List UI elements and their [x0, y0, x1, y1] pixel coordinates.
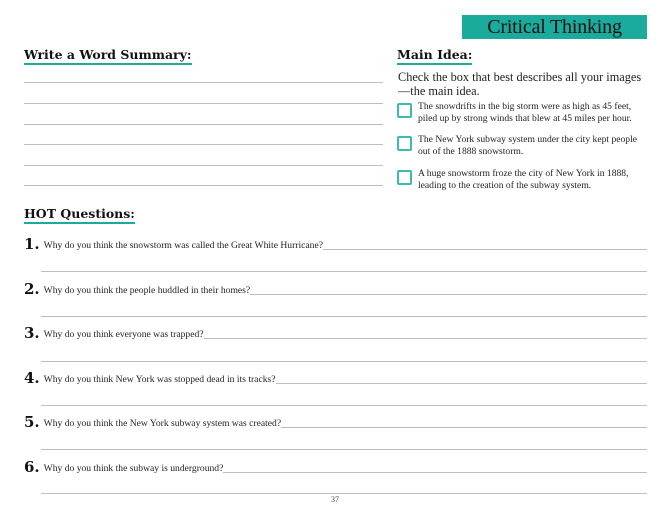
question-1-text: Why do you think the snowstorm was called the Great White Hurricane?	[43, 240, 323, 251]
option-1-text: The snowdrifts in the big storm were as high as 45 feet, piled up by strong winds that blew at 45 miles per hour.	[418, 101, 632, 124]
main-idea-instructions: Check the box that best describes all your images—the main idea.	[398, 70, 642, 98]
hot-questions-heading: HOT Questions:	[24, 207, 135, 224]
question-1-answer-line-2[interactable]	[41, 271, 647, 272]
question-4-answer-line-2[interactable]	[41, 405, 647, 406]
question-6-number: 6.	[24, 458, 40, 476]
question-2-answer-line[interactable]	[250, 294, 647, 295]
main-idea-option-3[interactable]	[397, 168, 647, 191]
summary-writing-line-4[interactable]	[24, 144, 383, 145]
main-idea-option-2[interactable]	[397, 134, 647, 157]
question-5-answer-line-2[interactable]	[41, 449, 647, 450]
summary-writing-line-3[interactable]	[24, 124, 383, 125]
main-idea-heading: Main Idea:	[397, 48, 472, 65]
main-idea-option-1[interactable]	[397, 101, 647, 124]
summary-writing-line-2[interactable]	[24, 103, 383, 104]
summary-writing-line-6[interactable]	[24, 185, 383, 186]
checkbox-option-2[interactable]	[397, 136, 412, 151]
question-5-number: 5.	[24, 413, 40, 431]
question-6-answer-line-2[interactable]	[41, 493, 647, 494]
question-2-number: 2.	[24, 280, 40, 298]
summary-writing-line-1[interactable]	[24, 82, 383, 83]
question-4-answer-line[interactable]	[276, 383, 648, 384]
question-5-answer-line[interactable]	[281, 427, 647, 428]
checkbox-option-3[interactable]	[397, 170, 412, 185]
question-3-number: 3.	[24, 324, 40, 342]
page-title: Critical Thinking	[487, 15, 622, 38]
question-2-answer-line-2[interactable]	[41, 316, 647, 317]
question-2	[24, 281, 647, 297]
page-number: 37	[331, 495, 339, 504]
question-4-text: Why do you think New York was stopped dead in its tracks?	[43, 374, 276, 385]
question-1	[24, 236, 647, 252]
question-3-answer-line-2[interactable]	[41, 361, 647, 362]
question-4	[24, 370, 647, 386]
checkbox-option-1[interactable]	[397, 103, 412, 118]
summary-writing-line-5[interactable]	[24, 165, 383, 166]
question-1-number: 1.	[24, 235, 40, 253]
question-3	[24, 325, 647, 341]
question-3-text: Why do you think everyone was trapped?	[43, 329, 204, 340]
question-5-text: Why do you think the New York subway system was created?	[43, 418, 282, 429]
question-4-number: 4.	[24, 369, 40, 387]
question-5	[24, 414, 647, 430]
question-6	[24, 459, 647, 475]
word-summary-heading: Write a Word Summary:	[24, 48, 192, 65]
question-6-answer-line[interactable]	[223, 472, 647, 473]
option-3-text: A huge snowstorm froze the city of New York in 1888, leading to the creation of the subway system.	[418, 168, 629, 191]
question-6-text: Why do you think the subway is underground?	[43, 463, 224, 474]
question-2-text: Why do you think the people huddled in their homes?	[43, 285, 251, 296]
option-2-text: The New York subway system under the city kept people out of the 1888 snowstorm.	[418, 134, 638, 157]
page-title-banner	[462, 15, 647, 39]
question-3-answer-line[interactable]	[204, 338, 647, 339]
question-1-answer-line[interactable]	[323, 249, 647, 250]
